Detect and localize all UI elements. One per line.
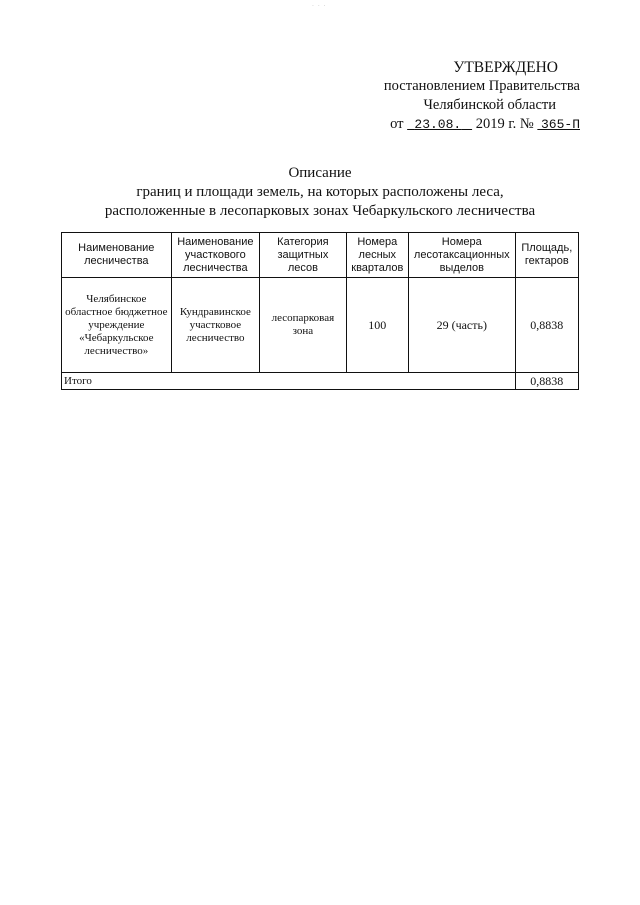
title-line-2: границ и площади земель, на которых расположены леса,: [136, 184, 504, 200]
total-area: 0,8838: [515, 373, 578, 390]
table-row: [62, 278, 579, 373]
date-prefix: от: [390, 116, 404, 132]
decree-number: 365-П: [540, 117, 580, 132]
approval-title: УТВЕРЖДЕНО: [453, 59, 558, 76]
header-forestry: Наименование лесничества: [62, 233, 172, 278]
header-category: Категория защитных лесов: [260, 233, 347, 278]
date-value: 23.08.: [414, 117, 462, 132]
document-title: [0, 164, 640, 221]
year-text: 2019 г. №: [475, 116, 534, 132]
cell-quarters: 100: [346, 278, 408, 373]
approval-date-line: [340, 115, 580, 134]
forest-table: [61, 232, 579, 390]
date-underline: [407, 116, 472, 132]
header-area: Площадь, гектаров: [515, 233, 578, 278]
cell-area: 0,8838: [515, 278, 578, 373]
cell-category: лесопарковая зона: [260, 278, 347, 373]
scan-artifact: · · ·: [312, 3, 327, 10]
title-line-3: расположенные в лесопарковых зонах Чебаркульского лесничества: [104, 203, 536, 219]
approval-line-1: постановлением Правительства: [383, 78, 580, 94]
total-label: Итого: [62, 373, 516, 390]
header-district: Наименование участкового лесничества: [171, 233, 260, 278]
header-sections: Номера лесотаксационных выделов: [408, 233, 515, 278]
approval-block: [340, 58, 580, 134]
cell-sections: 29 (часть): [408, 278, 515, 373]
approval-line-2: Челябинской области: [423, 97, 556, 113]
title-line-1: Описание: [288, 165, 352, 181]
number-underline: [537, 116, 580, 132]
total-row: [62, 373, 579, 390]
cell-district: Кундравинское участковое лесничество: [171, 278, 260, 373]
cell-forestry: Челябинское областное бюджетное учреждение «Чебаркульское лесничество»: [62, 278, 172, 373]
header-quarters: Номера лесных кварталов: [346, 233, 408, 278]
table-header-row: [62, 233, 579, 278]
